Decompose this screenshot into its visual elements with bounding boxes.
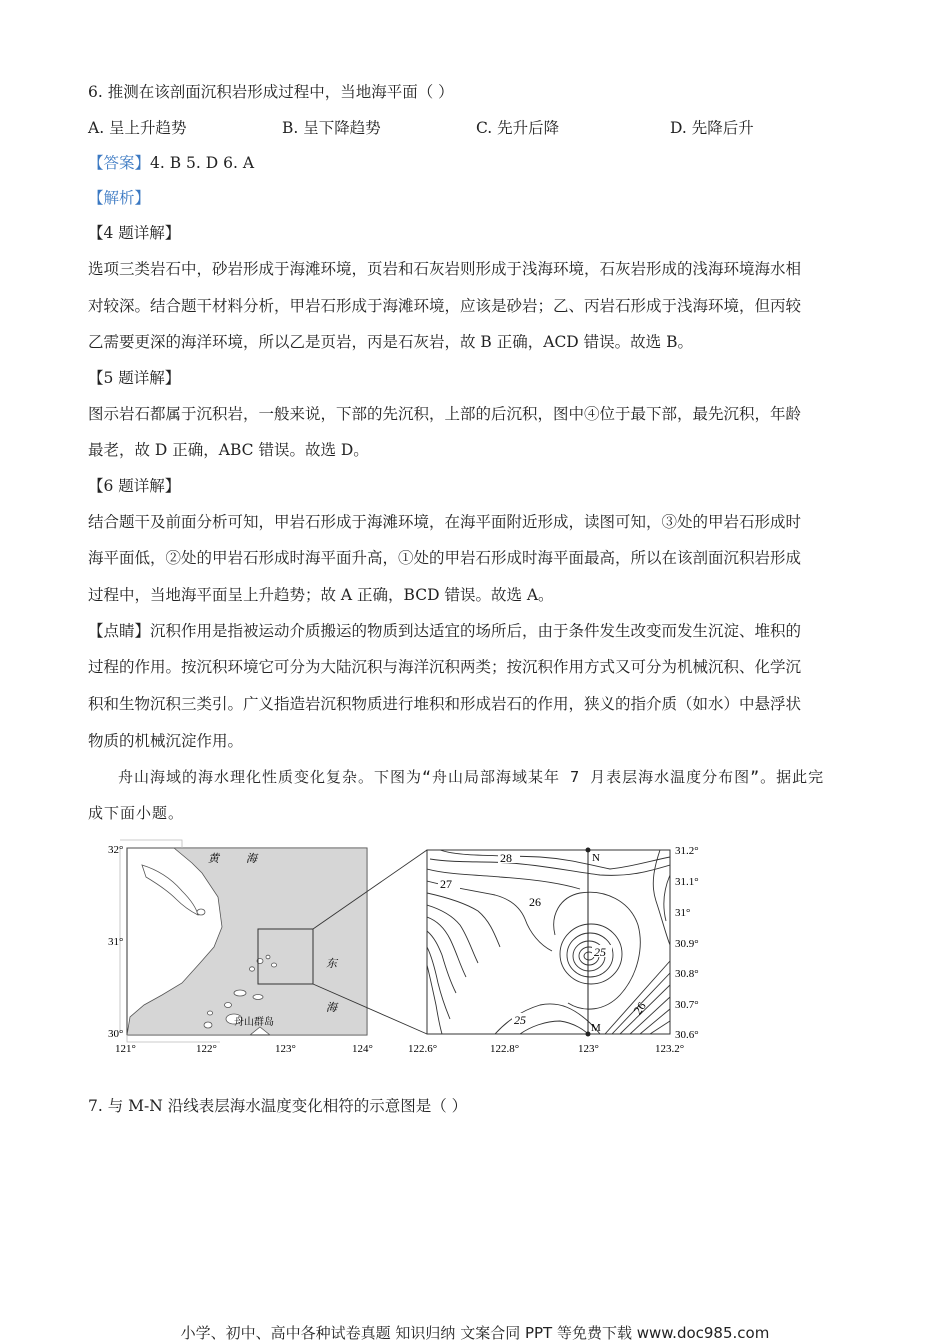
analysis-label: 【解析】 xyxy=(88,189,151,207)
lon-label: 123° xyxy=(275,1043,296,1055)
tip-label: 【点睛】 xyxy=(88,622,151,640)
sea-label-east-2: 海 xyxy=(326,1002,337,1014)
island xyxy=(266,955,270,959)
island xyxy=(272,963,277,967)
isotherm-map xyxy=(408,845,699,1055)
sea-label-east: 东 xyxy=(326,958,337,970)
detail-6-heading: 【6 题详解】 xyxy=(88,477,181,495)
lat-label: 31° xyxy=(108,936,124,948)
answer-label: 【答案】 xyxy=(88,154,151,172)
point-n-label: N xyxy=(592,852,600,864)
detail-4-line-2: 对较深。结合题干材料分析，甲岩石形成于海滩环境，应该是砂岩；乙、丙岩石形成于浅海环境，但丙较 xyxy=(88,297,802,315)
lon-label: 122.8° xyxy=(490,1043,520,1055)
lat-label: 30.6° xyxy=(675,1029,699,1041)
answer-line xyxy=(88,153,254,173)
lat-label: 31.2° xyxy=(675,845,699,857)
lon-label: 124° xyxy=(352,1043,373,1055)
tip-text-1: 沉积作用是指被运动介质搬运的物质到达适宜的场所后，由于条件发生改变而发生沉淀、堆积的 xyxy=(150,622,802,640)
lat-label: 30.9° xyxy=(675,938,699,950)
isotherm-label: 25 xyxy=(594,945,606,959)
temperature-map-figure xyxy=(100,835,720,1060)
isotherm-label: 28 xyxy=(500,851,512,865)
sea-label-yellow-2: 海 xyxy=(246,853,257,865)
page-footer: 小学、初中、高中各种试卷真题 知识归纳 文案合同 PPT 等免费下载 www.doc985.com xyxy=(180,1324,770,1342)
island xyxy=(204,1022,212,1028)
q7-stem: 7. 与 M-N 沿线表层海水温度变化相符的示意图是（ ） xyxy=(88,1097,468,1115)
detail-6-line-2: 海平面低，②处的甲岩石形成时海平面升高，①处的甲岩石形成时海平面最高，所以在该剖面沉积岩形成 xyxy=(88,549,802,567)
detail-4-line-1: 选项三类岩石中，砂岩形成于海滩环境，页岩和石灰岩则形成于浅海环境，石灰岩形成的浅海环境海水相 xyxy=(88,260,802,278)
lon-label: 121° xyxy=(115,1043,136,1055)
lat-label: 31.1° xyxy=(675,876,699,888)
tip-line-1 xyxy=(88,621,801,641)
island xyxy=(197,909,205,915)
detail-6-line-3: 过程中，当地海平面呈上升趋势；故 A 正确，BCD 错误。故选 A。 xyxy=(88,586,554,604)
point-m-label: M xyxy=(591,1022,601,1034)
island xyxy=(208,1011,213,1015)
tip-line-2: 过程的作用。按沉积环境它可分为大陆沉积与海洋沉积两类；按沉积作用方式又可分为机械沉积、化学沉 xyxy=(88,658,802,676)
lon-label: 123.2° xyxy=(655,1043,685,1055)
detail-5-line-2: 最老，故 D 正确，ABC 错误。故选 D。 xyxy=(88,441,369,459)
tip-line-4: 物质的机械沉淀作用。 xyxy=(88,732,244,750)
lat-label: 31° xyxy=(675,907,691,919)
island-group-label: 舟山群岛 xyxy=(234,1017,274,1028)
detail-6-line-1: 结合题干及前面分析可知，甲岩石形成于海滩环境，在海平面附近形成，读图可知，③处的甲岩石形成时 xyxy=(88,513,802,531)
isotherm-label: 26 xyxy=(529,895,541,909)
isotherm-label: 26 xyxy=(630,999,649,1018)
isotherm-label: 27 xyxy=(440,877,452,891)
sea-label-yellow: 黄 xyxy=(208,853,219,865)
intro-line-1: 舟山海域的海水理化性质变化复杂。下图为“舟山局部海域某年 7 月表层海水温度分布图”。据此完 xyxy=(118,768,825,786)
lon-label: 122° xyxy=(196,1043,217,1055)
point-m xyxy=(586,1032,591,1037)
island xyxy=(225,1003,232,1008)
point-n xyxy=(586,848,591,853)
q6-option-a: A. 呈上升趋势 xyxy=(88,119,187,137)
detail-4-line-3: 乙需要更深的海洋环境，所以乙是页岩，丙是石灰岩，故 B 正确，ACD 错误。故选 B。 xyxy=(88,333,693,351)
lat-label: 30.8° xyxy=(675,968,699,980)
tip-line-3: 积和生物沉积三类引。广义指造岩沉积物质进行堆积和形成岩石的作用，狭义的指介质（如水）中悬浮状 xyxy=(88,695,802,713)
regional-map xyxy=(108,840,373,1055)
detail-5-line-1: 图示岩石都属于沉积岩，一般来说，下部的先沉积，上部的后沉积，图中④位于最下部，最先沉积，年龄 xyxy=(88,405,802,423)
lat-label: 30.7° xyxy=(675,999,699,1011)
q6-option-c: C. 先升后降 xyxy=(476,119,560,137)
lon-label: 123° xyxy=(578,1043,599,1055)
detail-4-heading: 【4 题详解】 xyxy=(88,224,181,242)
isotherm-label: 25 xyxy=(514,1013,526,1027)
answer-text: 4. B 5. D 6. A xyxy=(150,154,255,172)
q6-stem: 6. 推测在该剖面沉积岩形成过程中，当地海平面（ ） xyxy=(88,83,454,101)
island xyxy=(234,990,246,996)
island xyxy=(250,967,255,971)
lat-label: 30° xyxy=(108,1028,124,1040)
lon-label: 122.6° xyxy=(408,1043,438,1055)
intro-line-2: 成下面小题。 xyxy=(88,804,185,822)
q6-option-d: D. 先降后升 xyxy=(670,119,754,137)
lat-label: 32° xyxy=(108,844,124,856)
detail-5-heading: 【5 题详解】 xyxy=(88,369,181,387)
q6-option-b: B. 呈下降趋势 xyxy=(282,119,381,137)
island xyxy=(253,995,263,1000)
